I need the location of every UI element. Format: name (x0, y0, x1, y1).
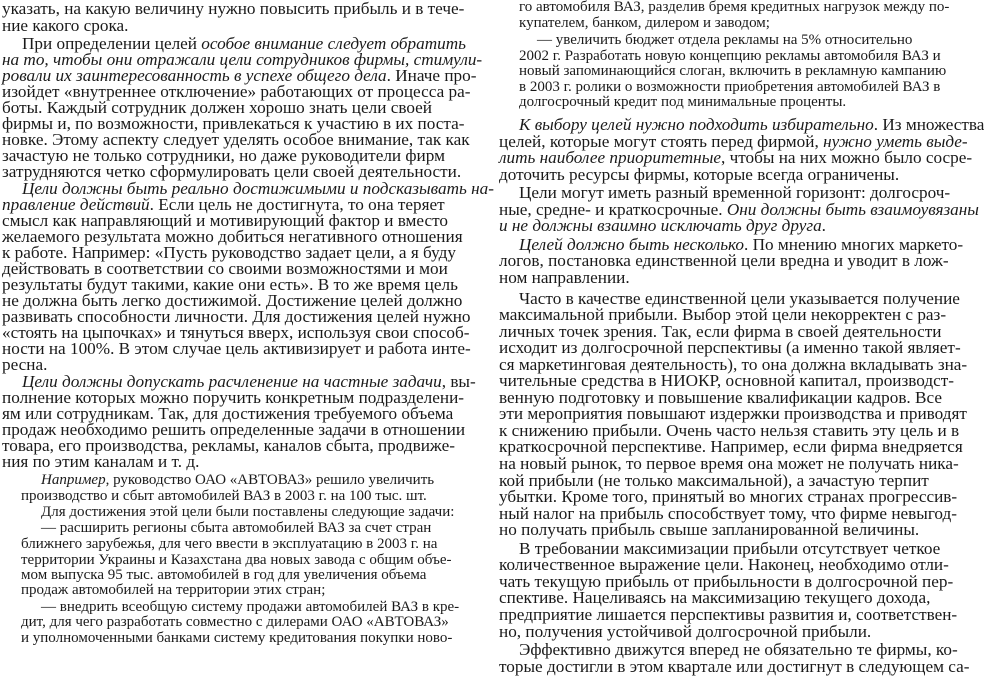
text-line (2, 17, 416, 34)
text-line (519, 16, 906, 31)
text-segment: . По мнению многих маркето- (744, 234, 964, 254)
text-line (41, 504, 455, 520)
text-segment: чать текущую прибыль от прибыльности в долгосрочной пер- (499, 571, 954, 591)
italic-text: Целей должно быть несколько (519, 234, 745, 254)
text-line (519, 63, 947, 79)
text-segment: смысл как направляющий и мотивирующий фактор и вместо (2, 211, 448, 230)
text-segment: спективе. Нацеливаясь на максимизацию текущего дохода, (499, 588, 931, 608)
text-line (537, 32, 913, 48)
text-segment: эти мероприятия повышают издержки производства и приводят (499, 404, 967, 424)
text-segment: новый запоминающийся слоган, включить в рекламную кампанию (519, 63, 947, 79)
text-segment: «стоять на цыпочках» и тянуться вверх, используя свои способ- (2, 323, 470, 342)
text-segment: в 2003 г. ролики о возможности приобретения автомобилей ВАЗ в (519, 79, 941, 95)
text-segment: ресна. (2, 355, 48, 374)
text-segment: товара, его производства, рекламы, каналов сбыта, продвиже- (2, 436, 455, 455)
text-segment: краткосрочной перспективе. Например, если фирма внедряется (499, 437, 963, 457)
text-segment: фирмы и, по возможности, привлекаться к участию в их поста- (2, 114, 465, 133)
text-segment: предприятие лишается перспективы развития и, соответствен- (499, 604, 958, 624)
italic-text: ровали их заинтересованность в успехе общего дела (2, 66, 387, 85)
text-line (519, 79, 941, 95)
italic-text: особое внимание следует обратить (201, 34, 466, 53)
text-segment: ные, средне- и краткосрочные. (499, 199, 727, 219)
text-segment: ние какого срока. (2, 16, 129, 35)
italic-text: К выбору целей нужно подходить избирательно (519, 115, 874, 134)
text-segment: указать, на какую величину нужно повысить прибыль и в тече- (2, 0, 465, 18)
text-segment: ближнего зарубежья, для чего ввести в эксплуатацию в 2003 г. на (21, 536, 438, 552)
text-segment: кой прибыли (не только максимальной), а зачастую терпит (499, 470, 929, 490)
text-line (21, 583, 416, 598)
text-line (21, 567, 427, 583)
text-segment: венную подготовку и повышение квалификации кадров. Все (499, 387, 942, 407)
text-segment: ям или сотрудникам. Так, для достижения требуемого объема (2, 404, 454, 423)
text-segment: количественное выражение цели. Наконец, необходимо отли- (499, 555, 949, 575)
text-segment: — увеличить бюджет отдела рекламы на 5% относительно (537, 32, 913, 48)
text-segment: ния по этим каналам и т. д. (2, 452, 200, 471)
text-segment: Для достижения этой цели были поставлены следующие задачи: (41, 504, 455, 520)
text-segment: При определении целей (22, 34, 202, 53)
italic-text: и не должны взаимно исключать друг друга (499, 216, 822, 236)
text-segment: затрудняются четко сформулировать цели своей деятельности. (2, 162, 462, 181)
text-line (499, 656, 970, 676)
text-segment: 2002 г. Разработать новую концепцию рекламы автомобиля ВАЗ и (519, 48, 941, 64)
text-segment: к работе. Например: «Пусть руководство задает цели, а я буду (2, 243, 456, 262)
text-segment: ный налог на прибыль способствует тому, что фирме невыгод- (499, 503, 958, 523)
text-segment: торые достигли в этом квартале или достигнут в следующем са- (499, 656, 970, 676)
text-line (41, 472, 435, 488)
text-line (2, 162, 462, 181)
text-segment: . Иначе про- (386, 66, 477, 85)
text-segment: но, получения устойчивой долгосрочной прибыли. (499, 621, 872, 641)
text-segment: Цели могут иметь разный временной горизонт: долгосроч- (519, 183, 951, 203)
text-segment: В требовании максимизации прибыли отсутствует четкое (519, 538, 941, 558)
text-line (499, 269, 907, 286)
text-line (21, 536, 438, 552)
text-line (2, 0, 465, 18)
text-segment: не должна быть легко достижимой. Достижение целей должно (2, 291, 463, 310)
text-line (499, 623, 907, 640)
italic-text: Например (41, 472, 106, 488)
text-segment: и уполномоченными банками систему кредитования покупки ново- (21, 630, 453, 646)
text-line (21, 630, 453, 646)
italic-text: лить наиболее приоритетные (499, 148, 721, 168)
text-segment: к снижению прибыли. Очень часто нельзя ставить эту цель и в (499, 420, 960, 440)
text-line (2, 453, 416, 470)
text-segment: новке. Этому аспекту следует уделять особое внимание, так как (2, 130, 470, 149)
text-segment: производство и сбыт автомобилей ВАЗ в 2003 г. на 100 тыс. шт. (21, 488, 427, 504)
text-segment: желаемого результата можно добиться негативного отношения (2, 227, 463, 246)
text-segment: ности на 100%. В этом случае цель активизирует и работа инте- (2, 339, 471, 358)
text-line (41, 599, 460, 615)
text-segment: чительные средства в НИОКР, основной капитал, производст- (499, 371, 954, 391)
text-segment: логов, постановка единственной цели вредна и уводит в лож- (499, 251, 949, 271)
text-segment: продаж необходимо решить определенные задачи в отношении (2, 420, 466, 439)
text-segment: , вы- (441, 372, 476, 391)
text-segment: . Если цель не достигнута, то она теряет (149, 195, 445, 214)
text-line (2, 356, 416, 373)
italic-text: на то, чтобы они отражали цели сотрудников фирмы, стимули- (2, 50, 483, 69)
text-segment: — внедрить всеобщую систему продажи автомобилей ВАЗ в кре- (41, 599, 460, 615)
text-line (519, 0, 950, 15)
text-segment: исходит из долгосрочной перспективы (а именно такой являет- (499, 338, 961, 358)
text-segment: . (821, 216, 826, 236)
text-segment: целей, которые могут стоять перед фирмой, (499, 131, 824, 151)
text-line (21, 614, 449, 630)
text-segment: Часто в качестве единственной цели указывается получение (519, 288, 960, 308)
text-segment: долгосрочный кредит под минимальные проценты. (519, 94, 847, 110)
text-segment: — расширить регионы сбыта автомобилей ВАЗ за счет стран (41, 520, 432, 536)
text-segment: ном направлении. (499, 267, 630, 287)
text-segment: , чтобы на них можно было сосре- (720, 148, 973, 168)
text-line (2, 339, 471, 358)
text-segment: доточить ресурсы фирмы, которые всегда ограничены. (499, 164, 900, 184)
text-segment: купателем, банком, дилером и заводом; (519, 15, 770, 31)
text-segment: убытки. Кроме того, принятый во многих странах прогрессив- (499, 487, 958, 507)
text-segment: Эффективно движутся вперед не обязательно те фирмы, ко- (519, 640, 958, 660)
text-segment: дит, для чего разработать совместно с дилерами ОАО «АВТОВАЗ» (21, 614, 449, 630)
text-segment: максимальной прибыли. Выбор этой цели некорректен с раз- (499, 305, 947, 325)
text-segment: территории Украины и Казахстана два новых завода с общим объе- (21, 552, 452, 568)
text-segment: на новый рынок, то первое время она может не получать ника- (499, 454, 959, 473)
text-line (519, 95, 906, 110)
italic-text: Они должны быть взаимоувязаны (726, 199, 979, 219)
text-segment: ся маркетинговая деятельность), то она должна вкладывать зна- (499, 354, 968, 374)
text-line (499, 166, 907, 183)
italic-text: правление действий (2, 195, 150, 214)
text-segment: го автомобиля ВАЗ, разделив бремя кредитных нагрузок между по- (519, 0, 950, 15)
text-line (519, 48, 941, 64)
text-segment: результаты будут такими, какие они есть». В то же время цель (2, 275, 458, 294)
text-segment: но получать прибыль свыше запланированной величины. (499, 520, 920, 540)
italic-text: Цели должны допускать расчленение на частные задачи (22, 372, 442, 391)
text-segment: действовать в соответствии со своими возможностями и мои (2, 259, 448, 278)
text-segment: . Из множества (873, 115, 984, 134)
text-segment: развивать способности личности. Для достижения целей нужно (2, 307, 471, 326)
italic-text: Цели должны быть реально достижимыми и подсказывать на- (22, 179, 494, 198)
text-segment: полнение которых можно поручить конкретным подразделени- (2, 388, 465, 407)
italic-text: нужно уметь выде- (823, 131, 968, 151)
text-segment: мом выпуска 95 тыс. автомобилей в год для увеличения объема (21, 567, 427, 583)
text-segment: боты. Каждый сотрудник должен хорошо знать цели своей (2, 98, 432, 117)
text-segment: изойдет «внутреннее отключение» работающих от процесса ра- (2, 82, 471, 101)
text-line (21, 552, 452, 568)
text-segment: продаж автомобилей на территории этих стран; (21, 582, 326, 598)
text-segment: личных точек зрения. Так, если фирма в своей деятельности (499, 321, 942, 341)
text-line (499, 520, 920, 540)
text-line (41, 520, 432, 536)
text-segment: , руководство ОАО «АВТОВАЗ» решило увеличить (105, 472, 435, 488)
text-segment: зачастую не только сотрудники, но даже руководители фирм (2, 146, 445, 165)
text-line (21, 488, 427, 504)
text-line (499, 217, 907, 234)
